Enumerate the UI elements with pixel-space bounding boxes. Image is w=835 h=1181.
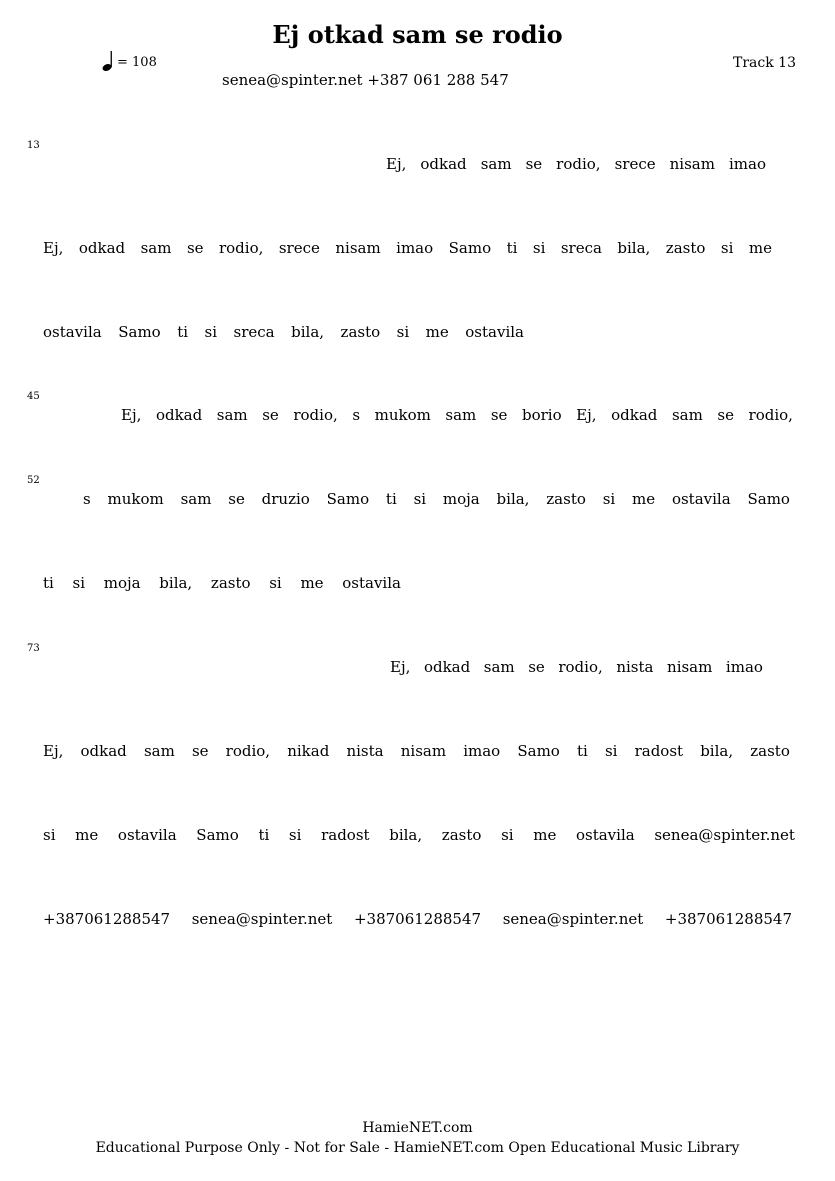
lyric-word: sam [216, 406, 248, 424]
lyric-word: sam [671, 406, 703, 424]
lyric-line [43, 239, 772, 257]
lyric-word: me [425, 323, 449, 341]
lyric-word: s [352, 406, 361, 424]
lyric-word: +387061288547 [43, 910, 171, 928]
lyric-word: ti [506, 239, 518, 257]
lyric-word: nikad [287, 742, 330, 760]
lyric-word: Ej, [43, 742, 64, 760]
lyric-word: nista [346, 742, 384, 760]
lyric-word: nista [616, 658, 654, 676]
lyric-word: rodio, [556, 155, 601, 173]
lyric-word: sam [483, 658, 515, 676]
lyric-word: me [632, 490, 656, 508]
lyric-word: srece [278, 239, 320, 257]
lyric-word: rodio, [558, 658, 603, 676]
lyric-word: ostavila [575, 826, 635, 844]
lyric-word: zasto [441, 826, 482, 844]
lyric-word: bila, [291, 323, 325, 341]
lyric-word: ti [576, 742, 588, 760]
lyric-line [121, 406, 793, 424]
lyric-word: ostavila [465, 323, 524, 341]
lyric-word: zasto [546, 490, 586, 508]
lyric-word: rodio, [293, 406, 338, 424]
lyric-word: odkad [78, 239, 126, 257]
contact-info: senea@spinter.net +387 061 288 547 [222, 71, 509, 89]
lyric-word: bila, [700, 742, 734, 760]
lyric-word: sam [180, 490, 212, 508]
lyric-word: rodio, [748, 406, 793, 424]
lyric-word: si [72, 574, 86, 592]
lyric-word: se [191, 742, 209, 760]
lyric-word: nisam [669, 155, 715, 173]
lyric-word: bila, [389, 826, 423, 844]
lyric-line [43, 826, 795, 844]
lyric-word: senea@spinter.net [502, 910, 644, 928]
lyric-word: se [228, 490, 245, 508]
measure-number: 73 [27, 643, 40, 654]
lyric-word: me [533, 826, 557, 844]
lyric-line [43, 910, 792, 928]
lyric-word: sam [140, 239, 172, 257]
lyric-word: Samo [747, 490, 790, 508]
lyric-word: mukom [107, 490, 164, 508]
lyric-word: se [525, 155, 543, 173]
lyric-word: se [186, 239, 204, 257]
lyric-word: zasto [340, 323, 381, 341]
lyric-word: me [748, 239, 772, 257]
measure-number: 45 [27, 391, 40, 402]
lyric-word: bila, [496, 490, 530, 508]
tempo-marking [101, 50, 157, 72]
lyric-word: me [300, 574, 324, 592]
lyric-word: si [43, 826, 56, 844]
lyric-line [83, 490, 790, 508]
lyric-word: si [720, 239, 734, 257]
lyric-line [43, 742, 790, 760]
lyric-word: imao [728, 155, 766, 173]
lyric-word: borio [521, 406, 562, 424]
lyric-word: moja [103, 574, 141, 592]
lyric-word: sam [143, 742, 175, 760]
lyric-word: se [262, 406, 279, 424]
lyric-line [390, 658, 763, 676]
lyric-line [386, 155, 766, 173]
lyric-word: Samo [448, 239, 492, 257]
lyric-word: Ej, [386, 155, 407, 173]
lyric-word: mukom [374, 406, 431, 424]
lyric-word: sreca [233, 323, 275, 341]
lyric-word: odkad [155, 406, 203, 424]
lyric-word: si [204, 323, 218, 341]
lyric-word: rodio, [218, 239, 264, 257]
lyric-line [43, 574, 401, 592]
page-title: Ej otkad sam se rodio [272, 20, 563, 49]
lyric-word: si [269, 574, 282, 592]
lyric-word: si [413, 490, 427, 508]
lyric-word: odkad [80, 742, 127, 760]
lyric-word: Ej, [121, 406, 142, 424]
lyric-word: s [83, 490, 91, 508]
lyric-word: se [717, 406, 734, 424]
lyric-word: +387061288547 [664, 910, 792, 928]
lyric-word: radost [634, 742, 684, 760]
measure-number: 13 [27, 140, 40, 151]
lyric-word: sreca [560, 239, 602, 257]
track-label: Track 13 [733, 55, 796, 71]
lyric-word: nisam [667, 658, 713, 676]
lyric-word: senea@spinter.net [654, 826, 795, 844]
lyric-word: se [490, 406, 508, 424]
lyric-word: ostavila [342, 574, 401, 592]
lyric-word: ostavila [117, 826, 177, 844]
lyric-word: si [501, 826, 514, 844]
lyric-word: Samo [326, 490, 370, 508]
lyric-word: si [396, 323, 410, 341]
lyric-word: nisam [400, 742, 447, 760]
lyric-word: me [75, 826, 99, 844]
lyric-word: Samo [196, 826, 239, 844]
lyric-word: odkad [420, 155, 467, 173]
lyric-word: zasto [210, 574, 251, 592]
lyric-word: +387061288547 [353, 910, 482, 928]
lyric-word: odkad [611, 406, 658, 424]
lyric-word: Samo [118, 323, 161, 341]
lyric-word: sam [445, 406, 477, 424]
lyric-word: si [604, 742, 618, 760]
lyric-word: moja [442, 490, 480, 508]
lyric-word: si [602, 490, 616, 508]
lyric-word: se [528, 658, 545, 676]
lyric-word: ti [43, 574, 54, 592]
lyric-word: ti [177, 323, 189, 341]
measure-number: 52 [27, 475, 40, 486]
lyric-word: zasto [750, 742, 790, 760]
lyric-word: senea@spinter.net [191, 910, 333, 928]
quarter-note-icon [101, 50, 117, 72]
lyric-word: nisam [335, 239, 381, 257]
lyric-word: Ej, [576, 406, 597, 424]
footer-note: Educational Purpose Only - Not for Sale - HamieNET.com Open Educational Music Library [95, 1140, 740, 1156]
footer-site: HamieNET.com [362, 1120, 473, 1136]
lyric-word: ti [258, 826, 270, 844]
lyric-word: Samo [517, 742, 560, 760]
lyric-word: odkad [423, 658, 471, 676]
lyric-word: srece [614, 155, 656, 173]
lyric-word: ostavila [43, 323, 102, 341]
lyric-word: druzio [261, 490, 310, 508]
lyric-word: bila, [159, 574, 193, 592]
lyric-line [43, 323, 524, 341]
lyric-word: bila, [617, 239, 651, 257]
lyric-word: ti [385, 490, 397, 508]
lyric-word: rodio, [225, 742, 271, 760]
lyric-word: radost [321, 826, 370, 844]
tempo-value: = 108 [117, 55, 157, 70]
lyric-word: Ej, [43, 239, 64, 257]
lyric-word: si [532, 239, 546, 257]
lyric-word: imao [463, 742, 501, 760]
lyric-word: Ej, [390, 658, 411, 676]
lyric-word: ostavila [671, 490, 731, 508]
lyric-word: imao [396, 239, 434, 257]
lyric-word: imao [725, 658, 763, 676]
lyric-word: si [288, 826, 302, 844]
lyric-word: zasto [665, 239, 706, 257]
lyric-word: sam [480, 155, 512, 173]
